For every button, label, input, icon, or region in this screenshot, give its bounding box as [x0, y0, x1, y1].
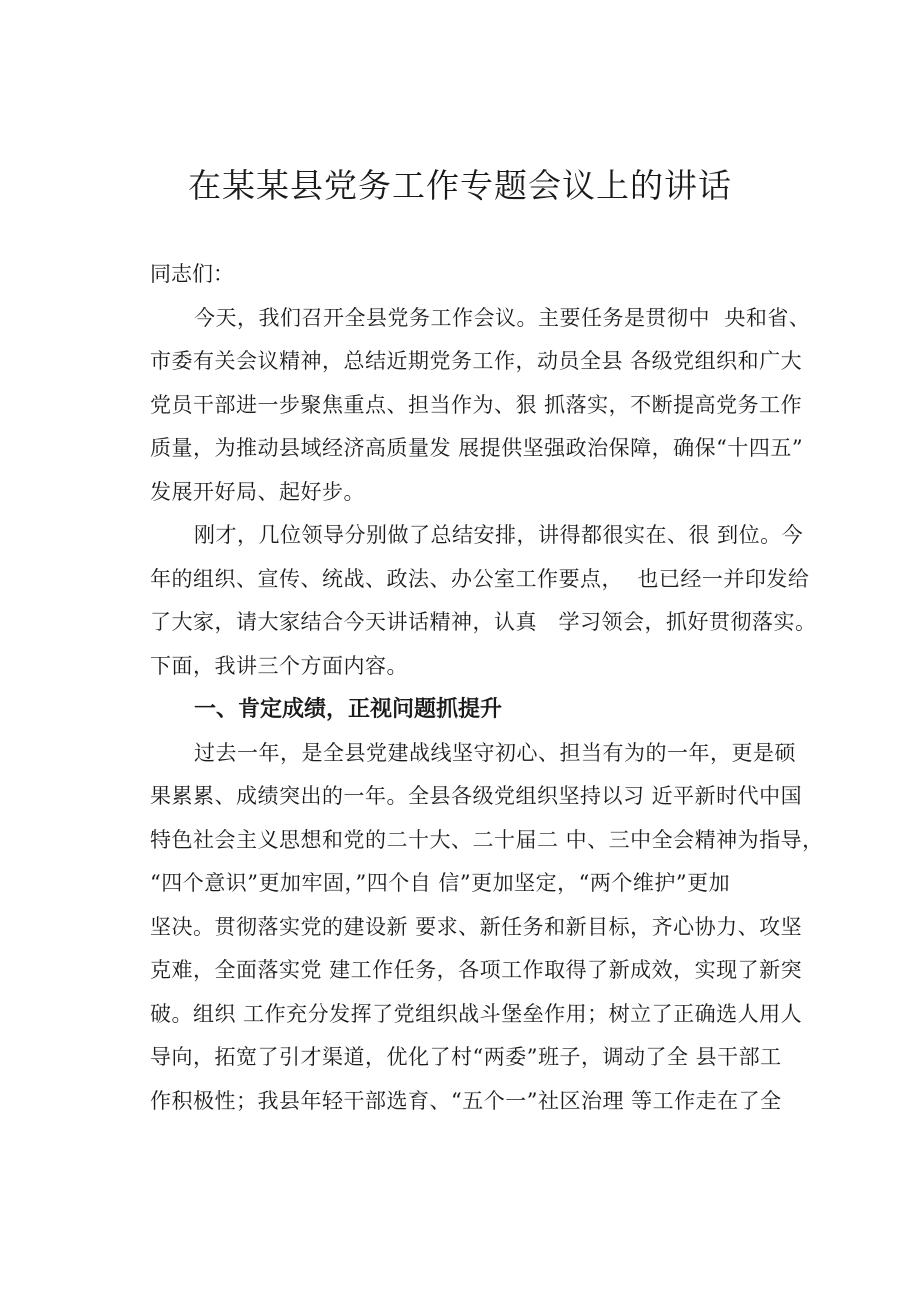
- paragraph-line: 刚才，几位领导分别做了总结安排，讲得都很实在、很 到位。今: [194, 523, 804, 547]
- paragraph-line: 克难，全面落实党 建工作任务，各项工作取得了新成效，实现了新突: [150, 958, 803, 982]
- paragraph-line: 下面，我讲三个方面内容。: [150, 653, 408, 678]
- paragraph-line: “四个意识”更加牢固，”四个自 信”更加坚定，“两个维护”更加: [150, 871, 731, 895]
- document-title: 在某某县党务工作专题会议上的讲话: [188, 166, 732, 205]
- paragraph-line: 今天，我们召开全县党务工作会议。主要任务是贯彻中 央和省、: [194, 305, 811, 330]
- paragraph-line: 特色社会主义思想和党的二十大、二十届二 中、三中全会精神为指导，: [150, 827, 824, 852]
- paragraph-line: 坚决。贯彻落实党的建设新 要求、新任务和新目标，齐心协力、攻坚: [150, 914, 803, 939]
- paragraph-line: 导向，拓宽了引才渠道，优化了村“两委”班子，调动了全 县干部工: [150, 1045, 782, 1069]
- section-heading: 一、肯定成绩，正视问题抓提升: [194, 697, 503, 722]
- paragraph-line: 质量，为推动县域经济高质量发 展提供坚强政治保障，确保“十四五”: [150, 436, 804, 460]
- paragraph-line: 年的组织、宣传、统战、政法、办公室工作要点， 也已经一并印发给: [150, 566, 810, 591]
- paragraph-line: 了大家，请大家结合今天讲话精神，认真 学习领会，抓好贯彻落实。: [150, 610, 817, 634]
- document-body: [150, 253, 824, 1123]
- paragraph-1: [150, 297, 820, 515]
- paragraph-line: 作积极性；我县年轻干部选育、“五个一”社区治理 等工作走在了全: [150, 1088, 782, 1113]
- paragraph-3: [150, 732, 824, 1124]
- paragraph-2: [150, 514, 820, 688]
- paragraph-line: 过去一年，是全县党建战线坚守初心、担当有为的一年，更是硕: [194, 740, 796, 765]
- paragraph-line: 破。组织 工作充分发挥了党组织战斗堡垒作用；树立了正确选人用人: [150, 1001, 803, 1026]
- paragraph-line: 市委有关会议精神，总结近期党务工作，动员全县 各级党组织和广大: [150, 349, 803, 373]
- salutation: 同志们：: [150, 262, 234, 286]
- paragraph-line: 果累累、成绩突出的一年。全县各级党组织坚持以习 近平新时代中国: [150, 784, 803, 808]
- paragraph-line: 发展开好局、起好步。: [150, 479, 365, 504]
- paragraph-line: 党员干部进一步聚焦重点、担当作为、狠 抓落实，不断提高党务工作: [150, 392, 803, 417]
